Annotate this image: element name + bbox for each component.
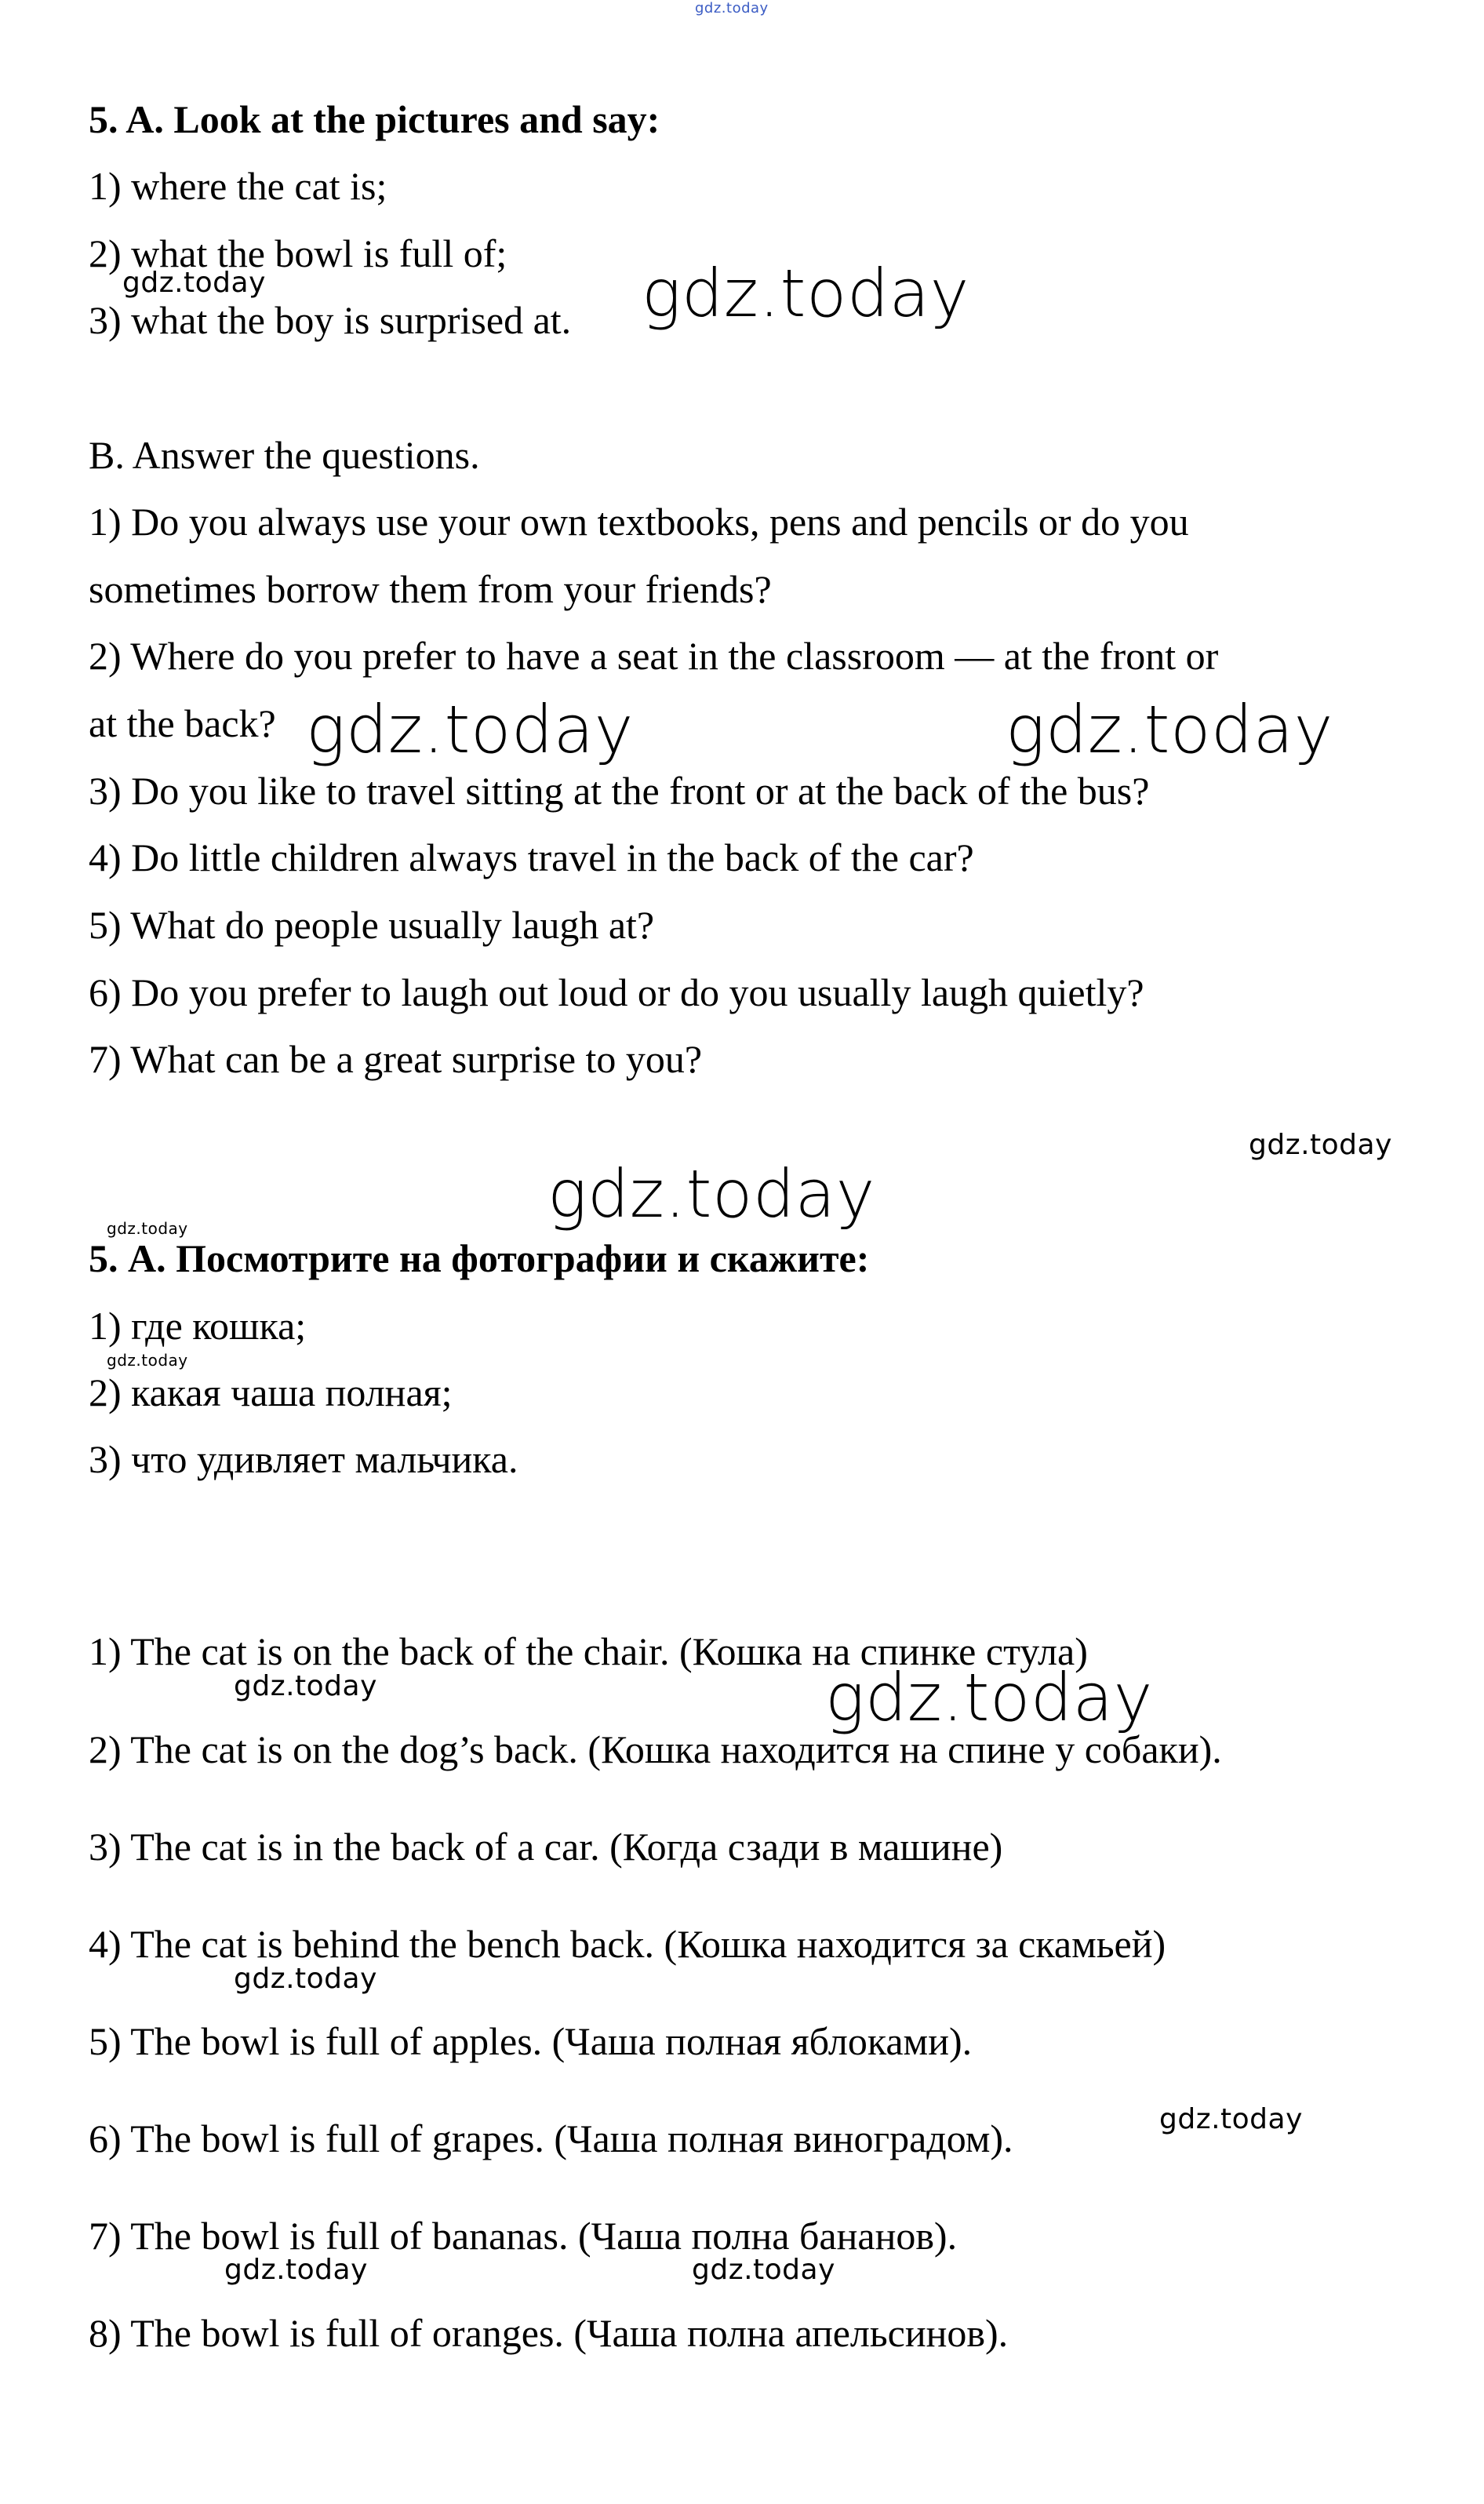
task-b-line-2: sometimes borrow them from your friends? [89,567,772,611]
watermark-medium-4: gdz.today [224,2254,368,2286]
answer-5: 5) The bowl is full of apples. (Чаша полная яблоками). [89,2019,973,2063]
answer-6: 6) The bowl is full of grapes. (Чаша полная виноградом). [89,2116,1013,2160]
task-b-line-4: at the back? [89,701,276,745]
watermark-tiny-2: gdz.today [107,1351,188,1370]
answer-3: 3) The cat is in the back of a car. (Когда сзади в машине) [89,1825,1003,1869]
task-b-line-9: 7) What can be a great surprise to you? [89,1037,703,1081]
task-a-title: 5. A. Look at the pictures and say: [89,97,660,141]
answer-7: 7) The bowl is full of bananas. (Чаша полна бананов). [89,2214,958,2258]
task-b-line-3: 2) Where do you prefer to have a seat in the classroom — at the front or [89,634,1219,678]
answer-8: 8) The bowl is full of oranges. (Чаша полна апельсинов). [89,2311,1009,2355]
watermark-large-3: gdz.today [1006,691,1333,768]
watermark-large-5: gdz.today [825,1659,1153,1736]
watermark-medium-3: gdz.today [1159,2103,1303,2135]
task-a-item-1: 1) where the cat is; [89,164,387,208]
watermark-large-4: gdz.today [547,1156,875,1232]
watermark-medium-5: gdz.today [692,2254,835,2286]
watermark-medium-1: gdz.today [234,1670,377,1702]
task-b-title: B. Answer the questions. [89,433,480,477]
answer-1: 1) The cat is on the back of the chair. (Кошка на спинке стула) [89,1629,1088,1673]
watermark-small-1: gdz.today [122,267,266,299]
watermark-small-2: gdz.today [1249,1129,1392,1161]
watermark-medium-2: gdz.today [234,1963,377,1995]
task-b-line-8: 6) Do you prefer to laugh out loud or do you usually laugh quietly? [89,970,1144,1014]
task-b-line-1: 1) Do you always use your own textbooks, pens and pencils or do you [89,500,1189,544]
watermark-large-2: gdz.today [306,691,634,768]
watermark-top: gdz.today [695,0,769,16]
russian-title: 5. А. Посмотрите на фотографии и скажите: [89,1236,870,1280]
task-b-line-5: 3) Do you like to travel sitting at the front or at the back of the bus? [89,769,1150,813]
task-a-item-2: 2) what the bowl is full of; [89,231,507,275]
watermark-tiny-1: gdz.today [107,1219,188,1238]
answer-4: 4) The cat is behind the bench back. (Кошка находится за скамьей) [89,1922,1166,1966]
task-b-line-7: 5) What do people usually laugh at? [89,903,655,947]
task-b-line-6: 4) Do little children always travel in the back of the car? [89,835,974,879]
task-a-item-3: 3) what the boy is surprised at. [89,298,572,342]
russian-item-2: 2) какая чаша полная; [89,1370,453,1414]
watermark-large-1: gdz.today [642,255,969,332]
russian-item-3: 3) что удивляет мальчика. [89,1437,518,1481]
russian-item-1: 1) где кошка; [89,1304,307,1348]
answer-2: 2) The cat is on the dog’s back. (Кошка находится на спине у собаки). [89,1727,1222,1771]
